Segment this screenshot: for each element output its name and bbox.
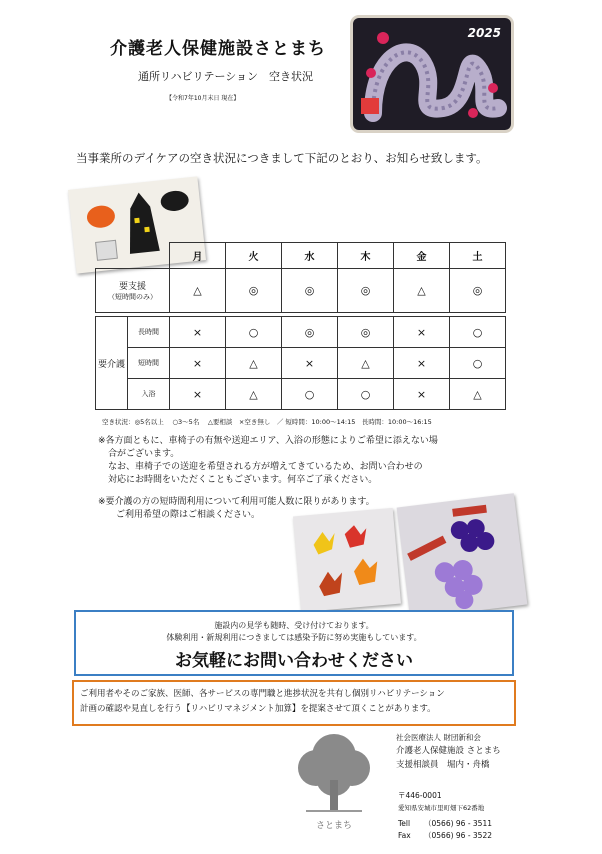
note-2-line-2: ご利用希望の際はご相談ください。 bbox=[116, 510, 261, 520]
logo-text: さとまち bbox=[315, 821, 352, 831]
care-type-label: 長時間 bbox=[128, 317, 170, 348]
autumn-leaves-craft-photo bbox=[293, 508, 401, 612]
contact-invitation-box bbox=[74, 610, 514, 676]
availability-cell: × bbox=[394, 379, 450, 410]
satomachi-tree-logo bbox=[292, 728, 376, 831]
facility-name: 介護老人保健施設 さとまち bbox=[396, 746, 501, 756]
care-label-cell: 要介護 bbox=[96, 317, 128, 410]
availability-cell: ◎ bbox=[282, 317, 338, 348]
availability-cell: ◎ bbox=[450, 269, 506, 313]
table-row bbox=[96, 379, 506, 410]
org-name: 社会医療法人 財団新和会 bbox=[396, 733, 481, 742]
day-header: 火 bbox=[226, 243, 282, 269]
day-header: 水 bbox=[282, 243, 338, 269]
staff-name: 支援相談員 堀内・舟橋 bbox=[396, 760, 490, 770]
support-label: 要支援 bbox=[118, 282, 146, 292]
contact-headline: お気軽にお問い合わせください bbox=[175, 651, 413, 671]
address: 愛知県安城市里町畑下62番地 bbox=[398, 804, 485, 812]
contact-line-1: 施設内の見学も随時、受け付けております。 bbox=[214, 621, 374, 630]
availability-cell: △ bbox=[226, 379, 282, 410]
table-row bbox=[96, 269, 506, 313]
availability-cell: ○ bbox=[338, 379, 394, 410]
contact-line-2: 体験利用・新規利用につきましては感染予防に努め実施もしています。 bbox=[166, 633, 422, 642]
note-1-line-2: 合がございます。 bbox=[108, 449, 180, 459]
snake-craft-photo bbox=[353, 18, 511, 130]
availability-cell: ○ bbox=[450, 348, 506, 379]
table-corner-cell bbox=[96, 243, 170, 269]
tree-icon bbox=[292, 728, 376, 814]
availability-cell: × bbox=[170, 348, 226, 379]
support-note: （短時間のみ） bbox=[108, 293, 157, 301]
rehab-management-box bbox=[72, 680, 516, 726]
tel-number: （0566) 96 - 3511 bbox=[424, 819, 493, 828]
availability-cell: ○ bbox=[450, 317, 506, 348]
page-title: 介護老人保健施設さとまち bbox=[110, 39, 326, 59]
availability-cell: △ bbox=[450, 379, 506, 410]
fax-label: Fax bbox=[398, 831, 411, 840]
as-of-date: 【令和7年10月末日 現在】 bbox=[166, 95, 240, 102]
postal-code: 〒446-0001 bbox=[398, 791, 442, 800]
availability-cell: △ bbox=[394, 269, 450, 313]
availability-cell: × bbox=[394, 317, 450, 348]
availability-cell: ◎ bbox=[282, 269, 338, 313]
table-row bbox=[96, 317, 506, 348]
availability-cell: × bbox=[394, 348, 450, 379]
intro-text: 当事業所のデイケアの空き状況につきまして下記のとおり、お知らせ致します。 bbox=[76, 151, 488, 165]
day-header: 金 bbox=[394, 243, 450, 269]
availability-legend: 空き状況：◎5名以上 ○3～5名 △要相談 ×空き無し ／ 短時間：10:00～14:15 長時間：10:00～16:15 bbox=[102, 418, 432, 426]
note-1-line-3: なお、車椅子での送迎を希望される方が増えてきているため、お問い合わせの bbox=[108, 462, 423, 472]
page-subtitle: 通所リハビリテーション 空き状況 bbox=[138, 70, 314, 83]
availability-cell: △ bbox=[226, 348, 282, 379]
grape-craft-photo bbox=[397, 493, 528, 619]
availability-cell: × bbox=[170, 317, 226, 348]
availability-cell: × bbox=[170, 379, 226, 410]
note-1-line-1: ※各方面ともに、車椅子の有無や送迎エリア、入浴の形態によりご希望に添えない場 bbox=[98, 436, 438, 446]
availability-cell: ○ bbox=[282, 379, 338, 410]
note-2-line-1: ※要介護の方の短時間利用について利用可能人数に限りがあります。 bbox=[98, 497, 375, 507]
availability-table bbox=[95, 242, 506, 410]
availability-cell: △ bbox=[338, 348, 394, 379]
note-1-line-4: 対応にお時間をいただくこともございます。何卒ご了承ください。 bbox=[108, 475, 378, 485]
grape-illustration bbox=[397, 493, 528, 619]
day-header: 木 bbox=[338, 243, 394, 269]
table-row bbox=[96, 348, 506, 379]
availability-cell: △ bbox=[170, 269, 226, 313]
day-header: 土 bbox=[450, 243, 506, 269]
fax-number: （0566) 96 - 3522 bbox=[424, 831, 493, 840]
table-header-row bbox=[96, 243, 506, 269]
care-type-label: 短時間 bbox=[128, 348, 170, 379]
photo-year-text: 2025 bbox=[467, 26, 501, 40]
availability-cell: ◎ bbox=[338, 269, 394, 313]
info-line-2: 計画の確認や見直しを行う【リハビリマネジメント加算】を提案させて頂くことがあります。 bbox=[80, 704, 436, 714]
support-label-cell bbox=[96, 269, 170, 313]
day-header: 月 bbox=[170, 243, 226, 269]
autumn-leaves-illustration bbox=[293, 508, 401, 612]
tel-label: Tell bbox=[398, 819, 411, 828]
info-line-1: ご利用者やそのご家族、医師、各サービスの専門職と進捗状況を共有し個別リハビリテーション bbox=[80, 689, 445, 699]
availability-cell: × bbox=[282, 348, 338, 379]
availability-cell: ○ bbox=[226, 317, 282, 348]
availability-cell: ◎ bbox=[226, 269, 282, 313]
care-type-label: 入浴 bbox=[128, 379, 170, 410]
availability-cell: ◎ bbox=[338, 317, 394, 348]
